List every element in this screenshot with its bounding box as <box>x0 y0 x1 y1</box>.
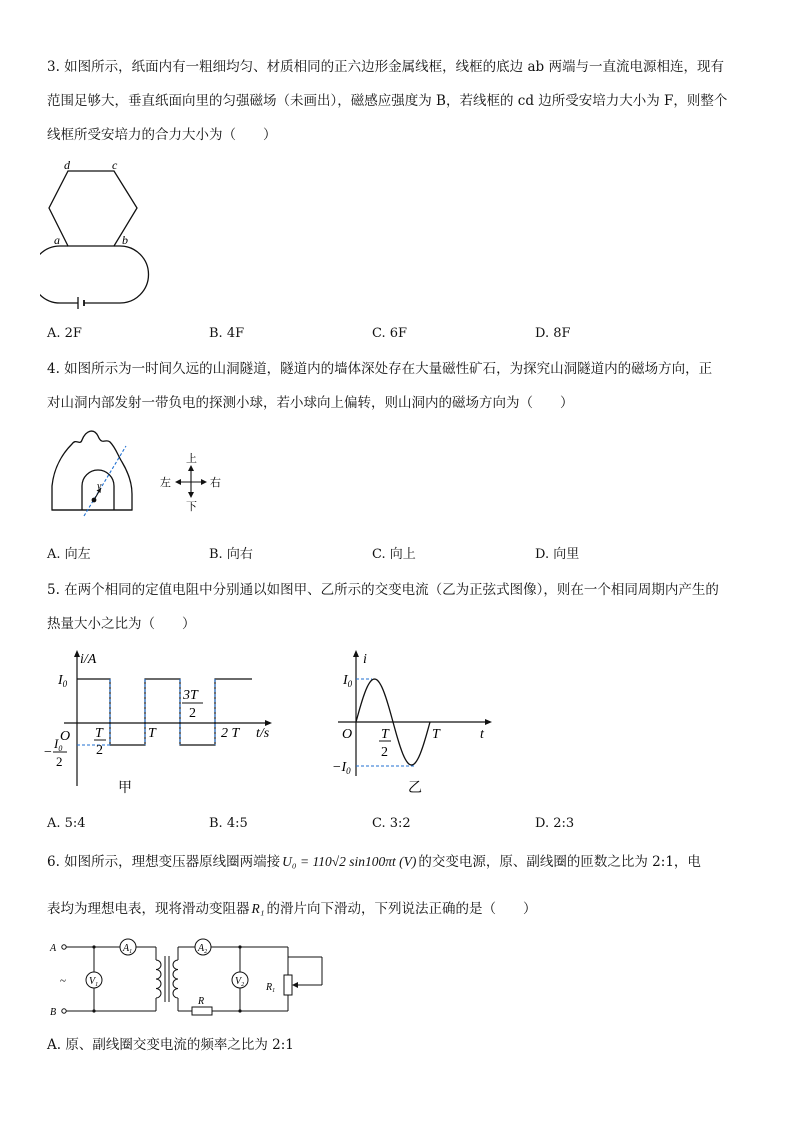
label-c: c <box>112 158 118 172</box>
q6-formula: U₀ = 110√2 sin100πt (V) <box>282 854 417 869</box>
dot-junction-2 <box>92 1009 95 1012</box>
rheostat-R1-label: $R_1$ <box>266 982 276 994</box>
terminal-A <box>62 945 66 949</box>
label-A: A <box>50 943 57 954</box>
trajectory-dashed-line <box>84 446 126 516</box>
x-axis-arrow <box>485 719 492 725</box>
sine-wave-graph <box>330 648 500 798</box>
label-3T-over-2-den: 2 <box>189 706 196 721</box>
dot-junction-3 <box>238 945 241 948</box>
ammeter-A2-label: $A_2$ <box>198 943 208 955</box>
label-T-over-2-den: 2 <box>96 743 103 758</box>
q6-line-2: 表均为理想电表，现将滑动变阻器 R₁ 的滑片向下滑动，下列说法正确的是（ ） <box>47 901 537 917</box>
square-wave-graph <box>40 648 280 798</box>
q3-option-d[interactable]: D. 8F <box>535 326 571 341</box>
label-d: d <box>64 158 70 172</box>
resistor-R <box>192 1007 212 1015</box>
y-axis-label: i/A <box>80 652 97 667</box>
x-axis-label: t/s <box>256 726 270 741</box>
label-b: b <box>122 233 128 247</box>
label-neg-I0-den: 2 <box>56 754 63 769</box>
label-3T-over-2-num: 3T <box>183 688 198 703</box>
label-right: 右 <box>210 477 221 489</box>
label-neg-sign: − <box>44 745 52 760</box>
label-T: T <box>148 726 156 741</box>
q4-line-2: 对山洞内部发射一带负电的探测小球，若小球向上偏转，则山洞内的磁场方向为（ ） <box>47 395 574 411</box>
hexagon-circuit-figure <box>40 158 150 310</box>
label-2T: 2 T <box>221 726 240 741</box>
secondary-coil <box>173 960 178 998</box>
caption-yi: 乙 <box>408 781 422 796</box>
q5-option-d[interactable]: D. 2:3 <box>535 816 575 831</box>
q3-option-a[interactable]: A. 2F <box>47 326 82 341</box>
label-up: 上 <box>186 453 197 465</box>
terminal-B <box>62 1009 66 1013</box>
label-neg-I0-num: $I_0$ <box>54 736 63 753</box>
voltmeter-V1-label: $V_1$ <box>89 976 99 988</box>
label-T: T <box>432 727 440 742</box>
label-B: B <box>50 1007 57 1018</box>
arrow-right-head <box>201 479 207 485</box>
q3-option-c[interactable]: C. 6F <box>372 326 408 341</box>
primary-wires <box>66 947 156 1011</box>
label-down: 下 <box>186 501 197 513</box>
arrow-down-head <box>188 492 194 498</box>
arrow-up-head <box>188 465 194 471</box>
tunnel-figure <box>48 426 228 518</box>
dot-junction-4 <box>238 1009 241 1012</box>
q5-line-2: 热量大小之比为（ ） <box>47 616 196 632</box>
label-ac-source: ~ <box>60 975 66 987</box>
battery-loop-wire <box>40 246 148 303</box>
voltmeter-V2-label: $V_2$ <box>235 976 245 988</box>
q6-option-a[interactable]: A. 原、副线圈交变电流的频率之比为 2:1 <box>47 1037 294 1053</box>
y-axis-arrow <box>353 650 359 657</box>
label-I0: $I_0$ <box>343 673 353 689</box>
q4-option-b[interactable]: B. 向右 <box>209 547 253 562</box>
caption-jia: 甲 <box>118 781 132 796</box>
x-axis-label: t <box>480 727 484 742</box>
label-T-over-2-num: T <box>95 726 103 741</box>
dot-junction-1 <box>92 945 95 948</box>
rheostat-R1 <box>284 975 292 995</box>
label-a: a <box>54 233 60 247</box>
q3-option-b[interactable]: B. 4F <box>209 326 245 341</box>
label-origin: O <box>342 727 353 742</box>
q3-line-1: 3. 如图所示，纸面内有一粗细均匀、材质相同的正六边形金属线框，线框的底边 ab 两端与一直流电源相连，现有 <box>47 59 724 75</box>
label-T-over-2-den: 2 <box>381 745 388 760</box>
q6-line-1: 6. 如图所示，理想变压器原线圈两端接 U₀ = 110√2 sin100πt (V) 的交变电源，原、副线圈的匝数之比为 2:1，电 <box>47 854 701 870</box>
transformer-circuit-figure <box>44 934 334 1022</box>
label-neg-I0: $-I_0$ <box>332 760 351 776</box>
velocity-label: v <box>97 481 102 492</box>
q5-option-b[interactable]: B. 4:5 <box>209 816 248 831</box>
q4-option-c[interactable]: C. 向上 <box>372 547 416 562</box>
label-origin: O <box>60 729 71 744</box>
resistor-R-label: R <box>198 996 205 1007</box>
q3-line-2: 范围足够大，垂直纸面向里的匀强磁场（未画出），磁感应强度为 B，若线框的 cd 边所受安培力大小为 F，则整个 <box>47 93 728 109</box>
label-I0: $I_0$ <box>58 673 68 689</box>
q5-line-1: 5. 在两个相同的定值电阻中分别通以如图甲、乙所示的交变电流（乙为正弦式图像），则在一个相同周期内产生的 <box>47 582 719 598</box>
arrow-left-head <box>175 479 181 485</box>
primary-coil <box>156 960 161 998</box>
q4-option-a[interactable]: A. 向左 <box>47 547 91 562</box>
q4-line-1: 4. 如图所示为一时间久远的山洞隧道，隧道内的墙体深处存在大量磁性矿石，为探究山洞隧道内的磁场方向，正 <box>47 361 713 377</box>
y-axis-label: i <box>363 652 367 667</box>
q5-option-c[interactable]: C. 3:2 <box>372 816 411 831</box>
label-left: 左 <box>160 477 171 489</box>
q6-r1: R₁ <box>251 901 265 916</box>
rheostat-slider-arrow <box>292 982 298 988</box>
q4-option-d[interactable]: D. 向里 <box>535 547 580 562</box>
label-T-over-2-num: T <box>381 727 389 742</box>
ammeter-A1-label: $A_1$ <box>123 943 133 955</box>
q5-option-a[interactable]: A. 5:4 <box>47 816 86 831</box>
q3-line-3: 线框所受安培力的合力大小为（ ） <box>47 127 277 143</box>
